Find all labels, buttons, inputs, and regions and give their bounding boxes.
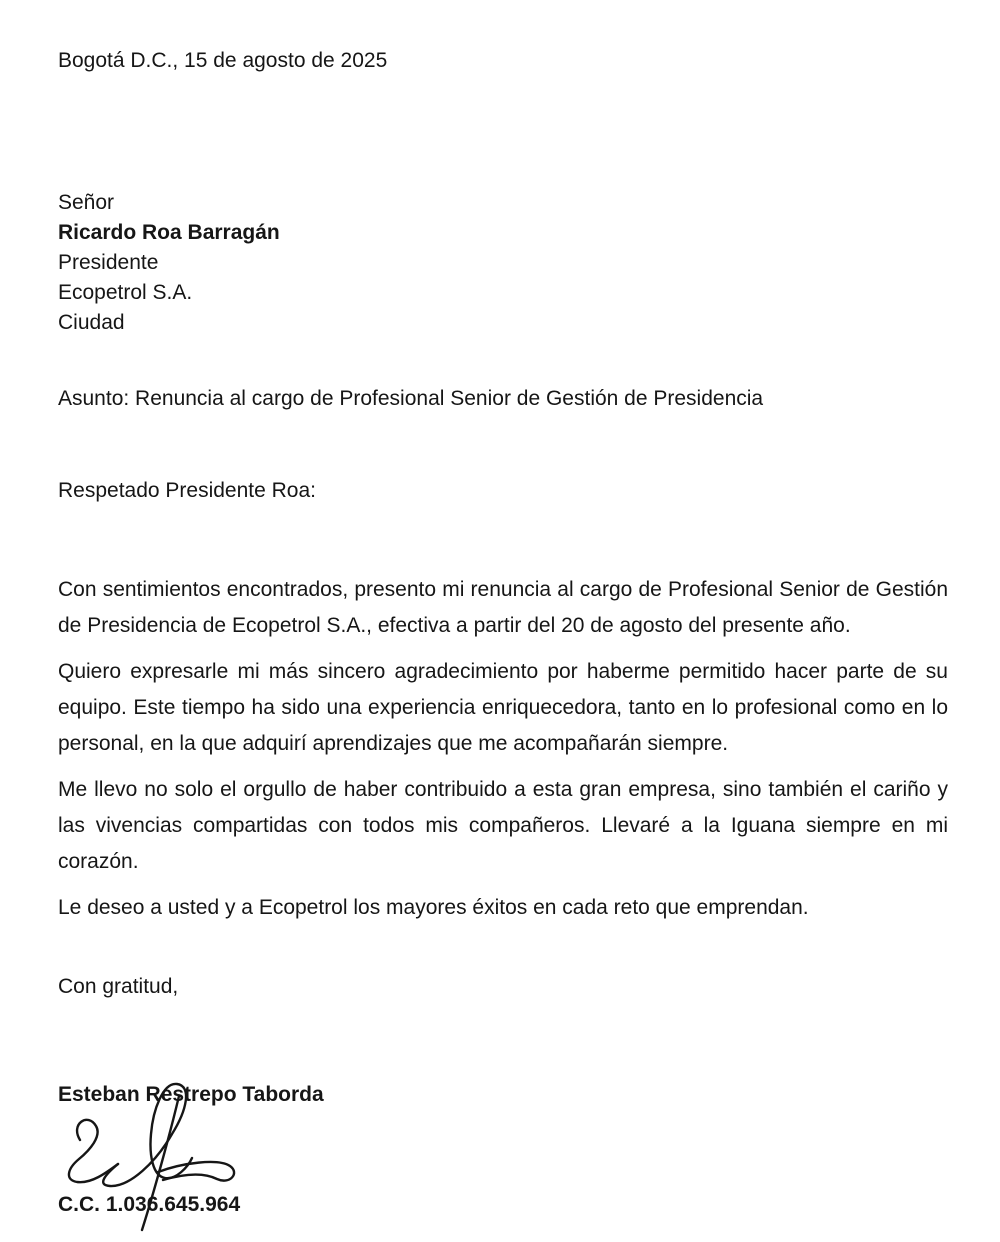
signer-name: Esteban Restrepo Taborda	[58, 1083, 324, 1106]
paragraph-4: Le deseo a usted y a Ecopetrol los mayores éxitos en cada reto que emprendan.	[58, 896, 809, 919]
recipient-name: Ricardo Roa Barragán	[58, 221, 280, 244]
paragraph-3: Me llevo no solo el orgullo de haber contribuido a esta gran empresa, sino también el cariño y las vivencias compartidas con todos mis compañeros. Llevaré a la Iguana siempre en mi corazón.	[58, 778, 948, 873]
paragraph-2: Quiero expresarle mi más sincero agradecimiento por haberme permitido hacer parte de su equipo. Este tiempo ha sido una experiencia enriquecedora, tanto en lo profesional como en lo personal, en la que adquirí aprendizajes que me acompañarán siempre.	[58, 660, 948, 755]
recipient-city: Ciudad	[58, 311, 125, 334]
signature-area	[58, 1080, 948, 1188]
recipient-company: Ecopetrol S.A.	[58, 281, 193, 304]
paragraph-1: Con sentimientos encontrados, presento mi renuncia al cargo de Profesional Senior de Gestión de Presidencia de Ecopetrol S.A., efectiva a partir del 20 de agosto del presente año.	[58, 578, 948, 637]
date-line: Bogotá D.C., 15 de agosto de 2025	[58, 49, 388, 72]
handwritten-signature-image	[60, 1074, 260, 1242]
recipient-block	[58, 188, 948, 338]
subject-line: Asunto: Renuncia al cargo de Profesional Senior de Gestión de Presidencia	[58, 387, 764, 410]
signer-id-number: C.C. 1.036.645.964	[58, 1193, 241, 1216]
closing-line: Con gratitud,	[58, 975, 179, 998]
greeting-line: Respetado Presidente Roa:	[58, 479, 316, 502]
recipient-salutation: Señor	[58, 191, 115, 214]
letter-body	[58, 572, 948, 926]
recipient-title: Presidente	[58, 251, 159, 274]
